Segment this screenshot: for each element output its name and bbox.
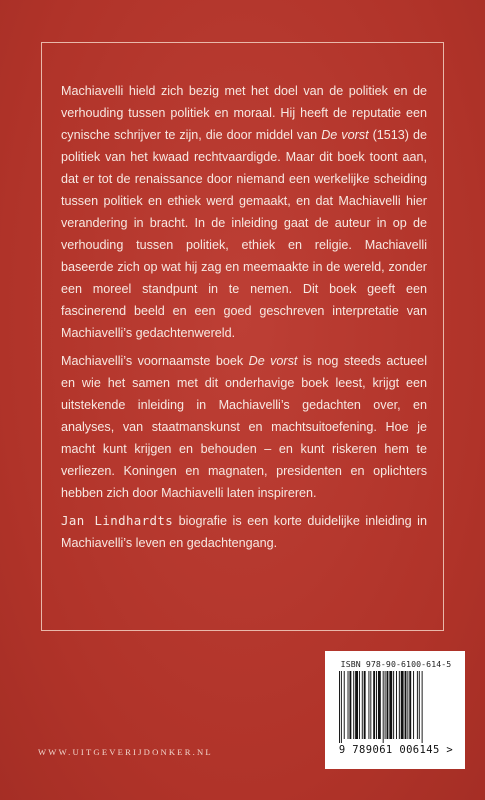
blurb-paragraph-2: Machiavelli’s voornaamste boek De vorst is nog steeds actueel en wie het samen met dit onderhavige boek leest, krijgt een uitstekende inleiding in Machiavelli’s gedachten over, en analyses, van staatmanskunst en machtsuitoefening. Hoe je macht kunt krijgen en behouden – en kunt riskeren hem te verliezen. Koningen en magnaten, presidenten en oplichters hebben zich door Machiavelli laten inspireren. [61, 354, 427, 500]
blurb-paragraph-1: Machiavelli hield zich bezig met het doel van de politiek en de verhouding tussen politiek en moraal. Hij heeft de reputatie een cynische schrijver te zijn, die door middel van De vorst (1513) de politiek van het kwaad rechtvaardigde. Maar dit boek toont aan, dat er tot de renaissance door niemand een werkelijke scheiding tussen politiek en ethiek werd gemaakt, en dat Machiavelli hier verandering in bracht. In de inleiding gaat de auteur in op de verhouding tussen politiek, ethiek en religie. Machiavelli baseerde zich op wat hij zag en meemaakte in de wereld, zonder een moreel standpunt in te nemen. Dit boek geeft een fascinerend beeld en een goed geschreven interpretatie van Machiavelli’s gedachtenwereld. [61, 84, 427, 340]
book-title: De vorst [248, 354, 298, 368]
publisher-website: WWW.UITGEVERIJDONKER.NL [38, 747, 213, 757]
book-title: De vorst [321, 128, 369, 142]
isbn-text: ISBN 978-90-6100-614-5 [340, 659, 452, 669]
author-name: Jan Lindhardts [61, 513, 174, 528]
barcode-label [325, 651, 465, 769]
barcode-icon [339, 671, 451, 743]
blurb-paragraph-3: Jan Lindhardts biografie is een korte duidelijke inleiding in Machiavelli’s leven en gedachtengang. [61, 513, 427, 550]
ean-number: 9 789061 006145 > [338, 744, 454, 756]
blurb [61, 80, 427, 554]
